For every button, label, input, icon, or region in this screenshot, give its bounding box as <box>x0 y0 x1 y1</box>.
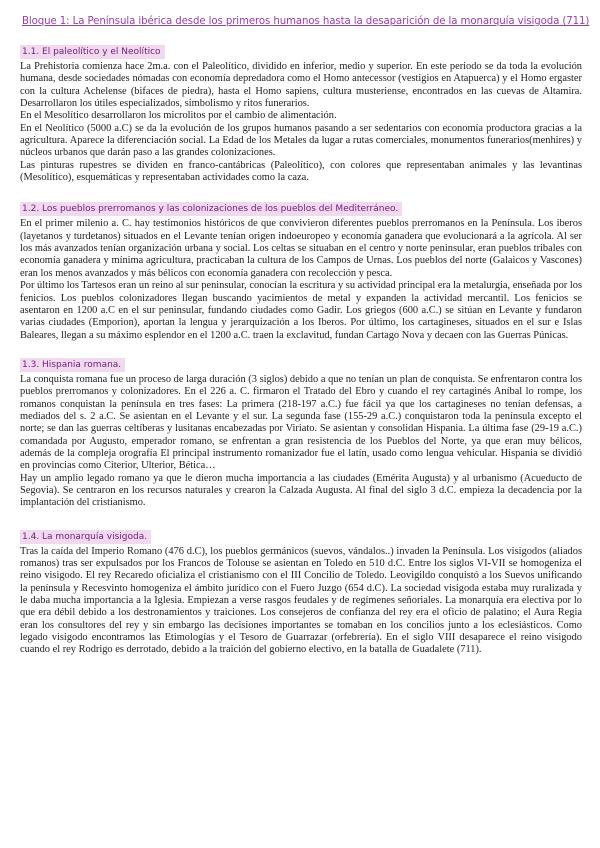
paragraph: En el Neolítico (5000 a.C) se da la evolución de los grupos humanos pasando a ser sedentarios con economía productora gracias a la agricultura. Aparece la diferenciación social. La Edad de los Metales da lugar a rutas comerciales, monumentos funerarios(menhires) y núcleos urbanos que darán paso a las grandes colonizaciones. <box>20 122 582 159</box>
paragraph: Por último los Tartesos eran un reino al sur peninsular, conocían la escritura y su actividad principal era la metalurgia, enseñada por los fenicios. Los pueblos colonizadores llegan buscando yacimientos de metal y expanden la actividad mercantil. Los fenicios se asentaron en 1200 a.C en el sur peninsular, fundando ciudades como Gadir. Los griegos (600 a.C.) se sitúan en Levante y fundaron varias ciudades (Emporion), aportan la lengua y jerarquización a los Iberos. Por último, los cartagineses, situados en el sur e Islas Baleares, llegan a su máximo esplendor en el 1200 a.C. traen la exclavitud, fundan Cartago Nova y decaen con las Guerras Púnicas. <box>20 280 582 341</box>
section-heading: 1.2. Los pueblos prerromanos y las colonizaciones de los pueblos del Mediterráneo. <box>20 202 402 216</box>
section-hispania-romana <box>20 354 582 510</box>
paragraph: La Prehistoria comienza hace 2m.a. con el Paleolítico, dividido en inferior, medio y superior. En este periodo se da toda la evolución humana, desde sociedades nómadas con economía depredadora como el Homo antecessor (vestigios en Atapuerca) y el Homo ergaster con la cultura Achelense (bifaces de piedra), hasta el Homo sapiens, cultura musteriense, encontrados en las cuevas de Altamira. Desarrollaron los útiles especializados, simbolismo y ritos funerarios. <box>20 61 582 110</box>
section-heading: 1.3. Hispania romana. <box>20 358 125 372</box>
section-heading: 1.1. El paleolítico y el Neolítico <box>20 45 165 59</box>
paragraph: Hay un amplio legado romano ya que le dieron mucha importancia a las ciudades (Emérita Augusta) y al urbanismo (Acueducto de Segovia). Se centraron en los recursos naturales y crearon la Calzada Augusta. Al final del siglo 3 d.C. empieza la decadencia por la implantación del cristianismo. <box>20 472 582 509</box>
section-heading: 1.4. La monarquía visigoda. <box>20 530 151 544</box>
section-paleolitico-neolitico <box>20 41 582 184</box>
section-monarquia-visigoda <box>20 526 582 657</box>
paragraph: La conquista romana fue un proceso de larga duración (3 siglos) debido a que no tenían un plan de conquista. Se enfrentaron contra los pueblos prerromanos y colonizadores. En el 226 a. C. firmaron el Tratado del Ebro y cuando el rey cartaginés Aníbal lo rompe, los romanos conquistan la península en tres fases: La primera (218-197 a.C.) fue fácil ya que los cartagineses no tenían defensas, a mediados del s. 2 a.C. Se asientan en el Levante y el sur. La segunda fase (155-29 a.C.) conquistaron toda la península excepto el norte; se dan las guerras celtíberas y lusitanas encabezadas por Viriato. Se asientan y consolidan Hispania. La última fase (29-19 a.C.) comandada por Augusto, emperador romano, se enfrentan a gran resistencia de los Pueblos del Norte, ya que eran muy bélicos, además de la compleja orografía El principal instrumento romanizador fue el latín, usado como lengua vehicular. Hispania se dividió en provincias como Citerior, Ulterior, Bética… <box>20 373 582 472</box>
section-pueblos-prerromanos <box>20 198 582 341</box>
paragraph: Las pinturas rupestres se dividen en franco-cantábricas (Paleolítico), con colores que representaban animales y las levantinas (Mesolítico), esquemáticas y representaban actividades como la caza. <box>20 159 582 184</box>
paragraph: Tras la caída del Imperio Romano (476 d.C), los pueblos germánicos (suevos, vándalos..) invaden la Península. Los visigodos (aliados romanos) tras ser expulsados por los Francos de Tolouse se asientan en Toledo en 510 d.C. Entre los siglos VI-VII se homogeniza el reino visigodo. El rey Recaredo oficializa el cristianismo con el III Concilio de Toledo. Leovigildo conquistó a los Suevos unificando la península y Recesvinto homogeniza el ámbito jurídico con el Fuero Juzgo (654 d.C). La sociedad visigoda estaba muy ruralizada y le daba mucha importancia a la Iglesia. Empiezan a verse rasgos feudales y de regímenes señoriales. La monarquía era electiva por lo que era débil debido a los destronamientos y traiciones. Los consejeros de confianza del rey era el oficio de palatino; el Aura Regia eran los consultores del rey y sin embargo las decisiones importantes se tomaban en los concilios junto a los eclesiásticos. Como legado visigodo encontramos las Etimologías y el Tesoro de Guarrazar (orfebrería). En el siglo VIII desaparece el reino visigodo cuando el rey Rodrigo es derrotado, debido a la traición del gobierno electivo, en la batalla de Guadalete (711). <box>20 545 582 656</box>
paragraph: En el primer milenio a. C. hay testimonios históricos de que convivieron diferentes pueblos prerromanos en la Península. Los iberos (layetanos y turdetanos) situados en el Levante tenían origen indoeuropeo y economía ganadera que evolucionará a la agrícola. Al ser los más avanzados tenían organización urbana y social. Los celtas se situaban en el centro y norte peninsular, eran pueblos tribales con economía ganadera y mínima agricultura, practicaban la cultura de los Campos de Urnas. Los pueblos del norte (Galaicos y Vascones) eran los menos avanzados y más bélicos con economía ganadera con recolección y pesca. <box>20 218 582 279</box>
paragraph: En el Mesolítico desarrollaron los microlitos por el cambio de alimentación. <box>20 110 337 122</box>
document-title: Bloque 1: La Península ibérica desde los primeros humanos hasta la desaparición de la monarquía visigoda (711) <box>22 16 590 27</box>
